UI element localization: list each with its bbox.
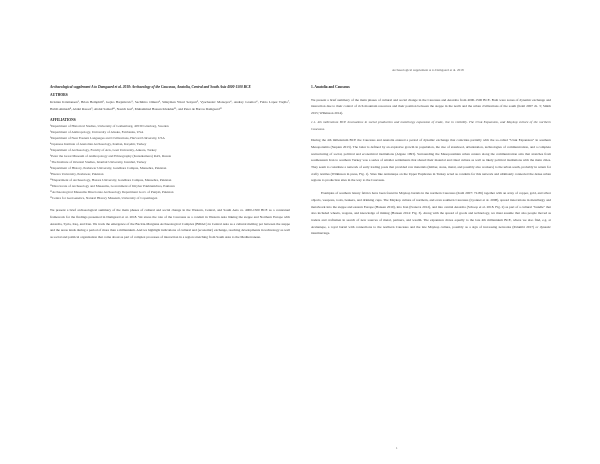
affiliation: ⁷The Institute of Oriental Studies, Istanbul University, Istanbul, Turkey (50, 160, 147, 165)
left-column (50, 84, 290, 241)
affiliation: ¹²Archaeological Museums Directorate Archaeology Department Govt. of Punjab, Pakistan (50, 190, 174, 195)
section-heading: 1. Anatolia and Caucasus (311, 85, 350, 89)
affiliation: ²Department of Anthropology, University of Alaska, Fairbanks, USA (50, 130, 144, 135)
affiliation: ¹Department of Historical Studies, University of Gothenburg, 40530 Göteborg, Sweden (50, 124, 169, 129)
affiliation: ¹⁰Department of Archaeology, Hazara University, Gandhara Campus, Mansehra, Pakistan (50, 178, 172, 183)
affiliation: ⁵Department of Archaeology, Faculty of Arts, Gazi University, Ankara, Turkey (50, 148, 157, 153)
page-number: 1 (396, 446, 398, 450)
paper-title: Archaeological supplement A to Damgaard et al. 2018: Archaeology of the Caucasus, Anatolia, Central and South Asia 4000-1500 BCE (50, 85, 251, 89)
authors-heading: AUTHORS (50, 93, 68, 98)
authors-list: Kristian Kristiansen¹, Brian Hemphill², Gojko Barjamovic³, Sachihiro Omura⁴, Süleyman Yücel Senyurt⁵, Vyacheslav Moiseyev⁶, Andrey Gromov⁶, Fabio López Trejilo⁷, Habib Ahmadi⁸, Abdul Rasool⁹, Abdul Samad¹⁰, Nasich Gul¹, Muhammad Hassan Khokhar¹¹, and Peter de Barros Damgaard¹² (50, 100, 290, 111)
affiliation: ⁹Hazara University, Peshawar, Pakistan (50, 172, 104, 177)
affiliation: ⁸Department of History, Peshawar University, Gandhara Campus, Mansehra, Pakistan (50, 166, 167, 171)
subsection-heading: 1.1. 4th millennium BCE innovations in social production and metallurgy expansion of trade, rise in visibility. The Uruk Expansion, and Maykop culture of the northern Caucasus. (311, 119, 551, 131)
affiliations-list (50, 123, 290, 201)
running-head: Archaeological supplement A to Damgaard et al. 2018 (392, 68, 464, 72)
body-paragraph: Examples of southern luxury fabrics have been found in Maykop burials in the northern Caucasus (Kohl 2007: 72-86) together with an array of copper, gold, and silver objects, weapons, tools, beakers, and drinking cups. The Maykop culture of northern, and even southern Caucasus (Lyonnet et al. 2008), spread innovations in metallurgy and metalwork into the steppe and eastern Europe (Hansen 2010), into Iran (Ivanova 2012), and into central Anatolia (Schoop et al. 2018. Fig. 2) as part of a cultural "bundle" that also included wheels, wagons, and knowledge of mining (Hansen 2014: Fig. 3). Along with the spread of goods and technology, we must assume that also people moved as traders and craftsmen in search of new sources of metal, partners, and wealth. The expansion draws equally to the late 4th millennium BCE, where we also find, e.g. at Arslantepe, a royal burial with connections to the northern Caucasus and the late Maykop culture, possibly as a sign of increasing networks (Palumbi 2017) or dynastic intermarriage. (311, 191, 551, 236)
affiliation: ³Department of Near Eastern Languages and Civilizations, Harvard University, USA (50, 136, 165, 141)
affiliation: ⁴Japanese Institute of Anatolian Archaeology, Kaman, Kırşehir, Turkey (50, 142, 147, 147)
body-paragraph: During the 4th millennium BCE the Caucasus and Anatolia entered a period of dynamic exchange that coincides partially with the so-called "Uruk Expansion" in southern Mesopotamia (Stepien 2013). The latter is defined by an explosive growth in population, the rise of statehood, urbanization, technologies of communication, and a complete restructuring of social, political and economical institutions (Algaze 1993). Surrounding the Mesopotamian urban centers along the communication axis that stretches from southeastern Iran to southern Turkey was a series of smaller settlements that shared their material and ritual culture as well as likely political institutions with the main cities. They seem to constitute a network of early trading posts that provided raw materials (timber, stone, metal, and possibly also workers) to the urban south, probably in return for crafty textiles (Wilkinson in press, Fig. 1). Sites like Arslantepe on the Upper Euphrates in Turkey acted as conduits for this network and ultimately connected the dense urban regions to production sites in the way to the Caucasus. (311, 138, 551, 183)
affiliations-heading: AFFILIATIONS (50, 117, 76, 122)
right-column (311, 84, 551, 237)
affiliation: ¹¹Directorate of Archaeology and Museums, Government of Khyber Pakhtunkhwa, Pakistan (50, 184, 175, 189)
abstract: We present a brief archaeological summary of the main phases of cultural and social change in the Western, Central, and South Asia ca. 4000-1500 BCE as a contextual framework for the findings presented in Damgaard et al. 2018. We stress the role of the Caucasus as a conduit in Western Asia linking the steppe and Northern Europe with Anatolia, Syria, Iraq, and Iran. We track the emergence of the Bactria-Margiana Archaeological Complex (BMAC) in Central Asia as a cultural melting pot between the steppe and the areas lands during a period of more than a millennium. And we highlight indications of cultural and (economic) exchange, reaching developments in technology as well as social and political organization that come about as part of complex processes of interaction in a region stretching from South Asia to the Mediterranean. (50, 208, 290, 240)
affiliation: ¹³Centre for GeoGenetics, Natural History Museum, University of Copenhagen (50, 196, 158, 201)
intro-paragraph: We present a brief summary of the main phases of cultural and social change in the Caucasus and Anatolia from 4000-1500 BCE. Both were zones of dynamic exchange and interaction due to their control of rich mountain resources and their position between the steppe in the north and the urban civilizations of the south (Kohl 2007 ch. 3; Smith 2015; Wilkinson 2014). (311, 97, 551, 116)
affiliation: ⁶Peter the Great Museum of Anthropology and Ethnography (Kunstkamera) RAS, Russia (50, 154, 172, 159)
